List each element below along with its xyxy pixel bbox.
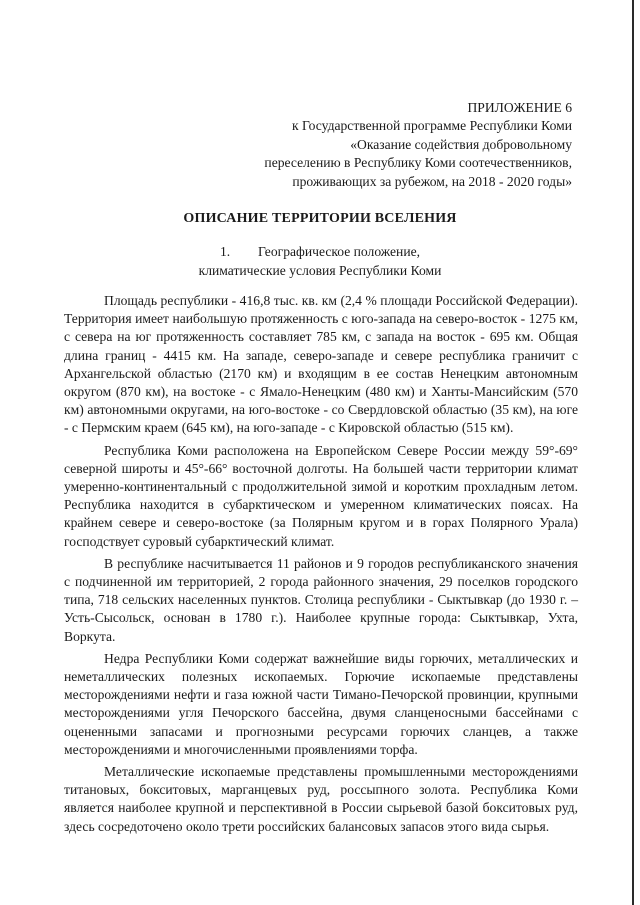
annex-line: к Государственной программе Республики Коми xyxy=(291,118,572,134)
paragraph-location-climate: Республика Коми расположена на Европейском Севере России между 59°-69° северной широты и 45°-66° восточной долготы. На большей части территории климат умеренно-континентальный с продолжительной зимой и коротким прохладным летом. Республика находится в субарктическом и умеренном климатических поясах. На крайнем севере и северо-востоке (за Полярным кругом и в горах Полярного Урала) господствует суровый субарктический климат. xyxy=(64,442,578,549)
section-heading xyxy=(0,243,640,280)
section-title-line-2: климатические условия Республики Коми xyxy=(198,262,442,278)
annex-line: переселению в Республику Коми соотечественников, xyxy=(264,155,572,171)
body-text xyxy=(64,292,578,840)
scan-edge-line xyxy=(632,0,634,905)
paragraph-metals: Металлические ископаемые представлены промышленными месторождениями титановых, бокситовых, марганцевых руд, россыпного золота. Республика Коми является наиболее крупной и перспективной в России сырьевой базой бокситовых руд, здесь сосредоточено около трети российских балансовых запасов этого вида сырья. xyxy=(64,764,578,834)
annex-line: ПРИЛОЖЕНИЕ 6 xyxy=(467,100,572,115)
section-number: 1. xyxy=(219,244,231,259)
annex-header xyxy=(152,99,572,191)
section-title-line-1: Географическое положение, xyxy=(257,244,421,259)
document-title: ОПИСАНИЕ ТЕРРИТОРИИ ВСЕЛЕНИЯ xyxy=(183,211,457,226)
paragraph-area: Площадь республики - 416,8 тыс. кв. км (2,4 % площади Российской Федерации). Территория имеет наибольшую протяженность с юго-запада на северо-восток - 1275 км, с севера на юг протяженность составляет 785 км, с запада на восток - 695 км. Общая длина границ - 4415 км. На западе, северо-западе и севере республика граничит с Архангельской областью (2170 км) и входящим в ее состав Ненецким автономным округом (870 км), на востоке - с Ямало-Ненецким (480 км) и Ханты-Мансийским (570 км) автономными округами, на юго-востоке - со Свердловской областью (35 км), на юге - с Пермским краем (645 км), на юго-западе - с Кировской областью (515 км). xyxy=(64,293,578,436)
paragraph-administrative: В республике насчитывается 11 районов и 9 городов республиканского значения с подчиненной им территорией, 2 города районного значения, 29 поселков городского типа, 718 сельских населенных пунктов. Столица республики - Сыктывкар (до 1930 г. – Усть-Сысольск, основан в 1780 г.). Наиболее крупные города: Сыктывкар, Ухта, Воркута. xyxy=(64,555,578,644)
annex-line: проживающих за рубежом, на 2018 - 2020 годы» xyxy=(292,173,572,189)
annex-line: «Оказание содействия добровольному xyxy=(350,136,572,152)
paragraph-mineral-fuels: Недра Республики Коми содержат важнейшие виды горючих, металлических и неметаллических полезных ископаемых. Горючие ископаемые представлены месторождениями нефти и газа южной части Тимано-Печорской провинции, крупными месторождениями угля Печорского бассейна, двумя сланценосными бассейнами с оцененными запасами и прогнозными ресурсами горючих сланцев, а также месторождениями и многочисленными проявлениями торфа. xyxy=(64,650,578,757)
